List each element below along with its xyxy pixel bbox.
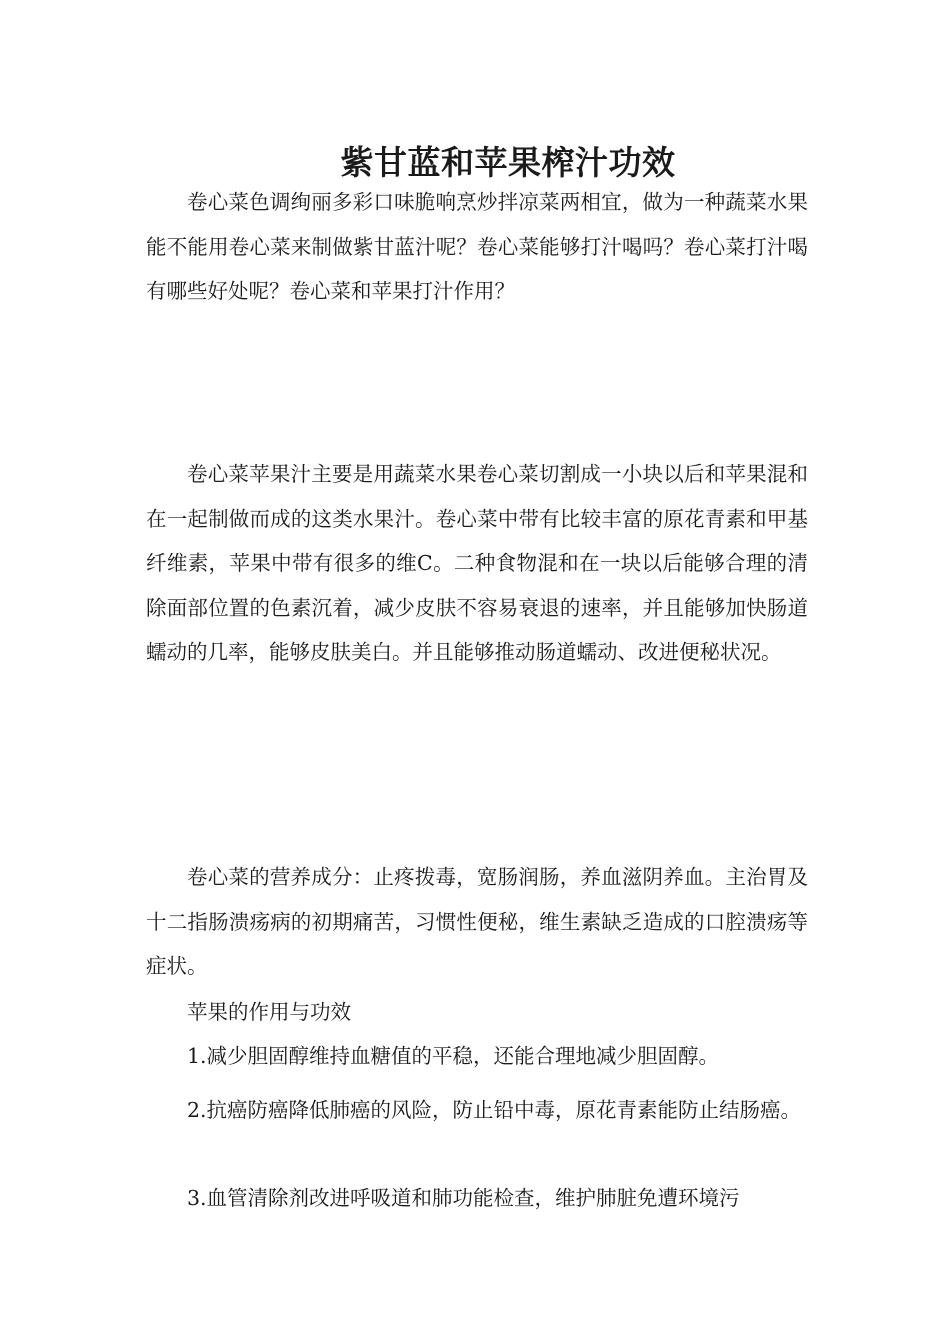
paragraph-intro: 卷心菜色调绚丽多彩口味脆响烹炒拌凉菜两相宜，做为一种蔬菜水果能不能用卷心菜来制做紫甘蓝汁呢？卷心菜能够打汁喝吗？卷心菜打汁喝有哪些好处呢？卷心菜和苹果打汁作用？ [146,190,808,303]
paragraph-juice-description: 卷心菜苹果汁主要是用蔬菜水果卷心菜切割成一小块以后和苹果混和在一起制做而成的这类水果汁。卷心菜中带有比较丰富的原花青素和甲基纤维素，苹果中带有很多的维C。二种食物混和在一块以后能够合理的清除面部位置的色素沉着，减少皮肤不容易衰退的速率，并且能够加快肠道蠕动的几率，能够皮肤美白。并且能够推动肠道蠕动、改进便秘状况。 [146,462,808,664]
list-item-3: 3.血管清除剂改进呼吸道和肺功能检查，维护肺脏免遭环境污 [187,1186,740,1210]
paragraph-apple-heading: 苹果的作用与功效 [187,1000,351,1024]
paragraph-cabbage-nutrition: 卷心菜的营养成分：止疼拨毒，宽肠润肠，养血滋阴养血。主治胃及十二指肠溃疡病的初期痛苦，习惯性便秘，维生素缺乏造成的口腔溃疡等症状。 [146,865,808,978]
list-item-2: 2.抗癌防癌降低肺癌的风险，防止铅中毒，原花青素能防止结肠癌。 [187,1098,802,1122]
document-title: 紫甘蓝和苹果榨汁功效 [340,143,676,183]
list-item-1: 1.减少胆固醇维持血糖值的平稳，还能合理地减少胆固醇。 [187,1044,720,1068]
